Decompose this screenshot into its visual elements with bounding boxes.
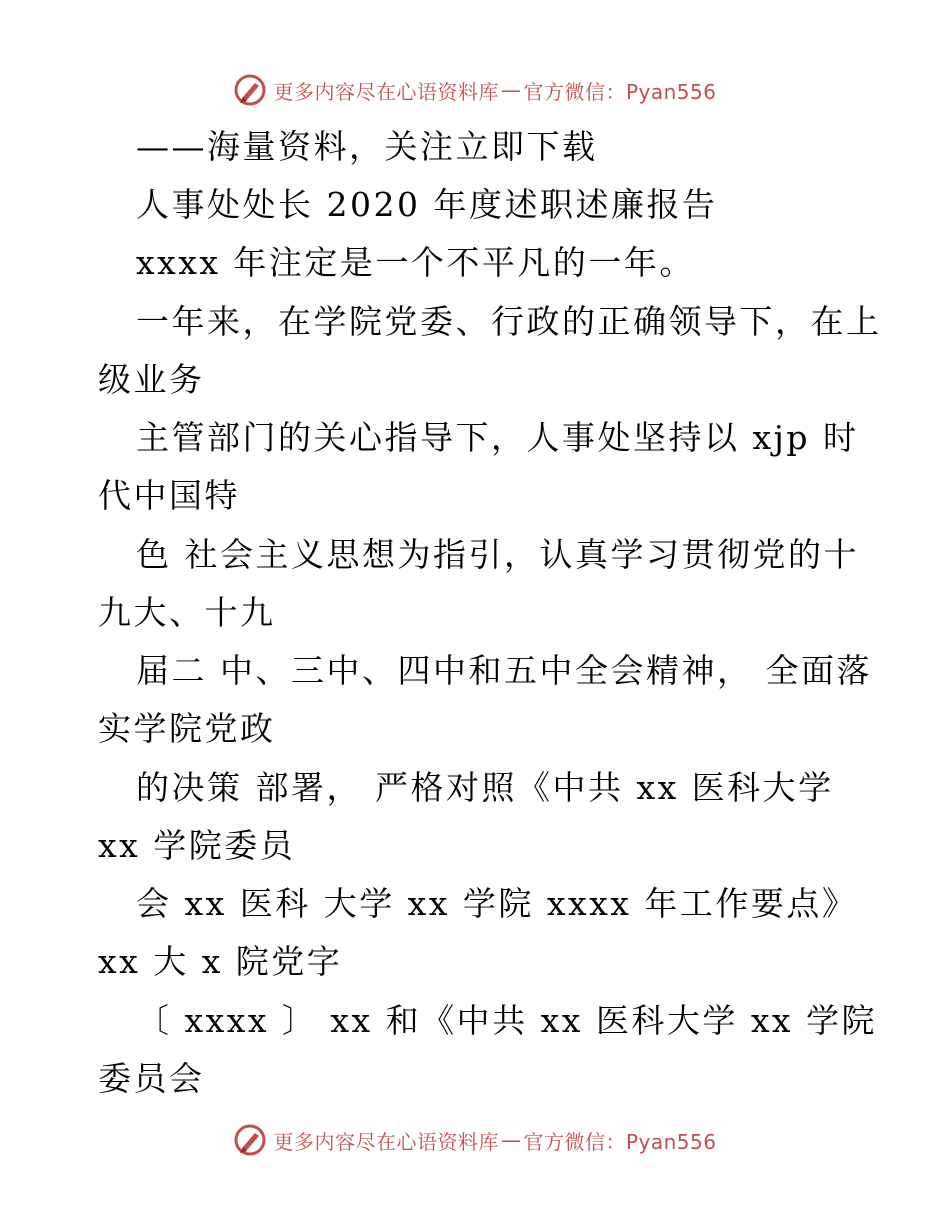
text-line: ——海量资料，关注立即下载	[136, 127, 598, 166]
text-line: 会 xx 医科 大学 xx 学院 xxxx 年工作要点》	[136, 884, 858, 923]
banner-contact: 官方微信：Pyan556	[523, 1129, 717, 1154]
banner-brand: 更多内容尽在心语资料库	[273, 79, 499, 104]
text-line: 色 社会主义思想为指引，认真学习贯彻党的十	[136, 535, 859, 574]
text-line: 一年来，在学院党委、行政的正确领导下，在上	[136, 302, 882, 341]
text-line: 〔 xxxx 〕 xx 和《中共 xx 医科大学 xx 学院	[136, 1001, 878, 1040]
text-line: 届二 中、三中、四中和五中全会精神， 全面落	[136, 651, 872, 690]
banner-brand: 更多内容尽在心语资料库	[273, 1129, 499, 1154]
banner-dash: —	[500, 78, 522, 102]
text-line: xx 学院委员	[98, 826, 296, 865]
text-line: 的决策 部署， 严格对照《中共 xx 医科大学	[136, 768, 834, 807]
text-line: xxxx 年注定是一个不平凡的一年。	[136, 243, 695, 282]
text-line: 九大、十九	[98, 593, 276, 632]
footer-banner	[0, 1120, 950, 1160]
banner-contact: 官方微信：Pyan556	[523, 79, 717, 104]
document-title: 人事处处长 2020 年度述职述廉报告	[136, 185, 718, 224]
banner-dash: —	[500, 1128, 522, 1152]
pen-seal-icon	[233, 1123, 267, 1157]
text-line: 实学院党政	[98, 709, 276, 748]
pen-seal-icon	[233, 73, 267, 107]
header-banner	[0, 70, 950, 110]
text-line: 代中国特	[98, 476, 240, 515]
text-line: 委员会	[98, 1059, 205, 1098]
text-line: 级业务	[98, 360, 205, 399]
text-line: 主管部门的关心指导下，人事处坚持以 xjp 时	[136, 418, 859, 457]
text-line: xx 大 x 院党字	[98, 942, 343, 981]
